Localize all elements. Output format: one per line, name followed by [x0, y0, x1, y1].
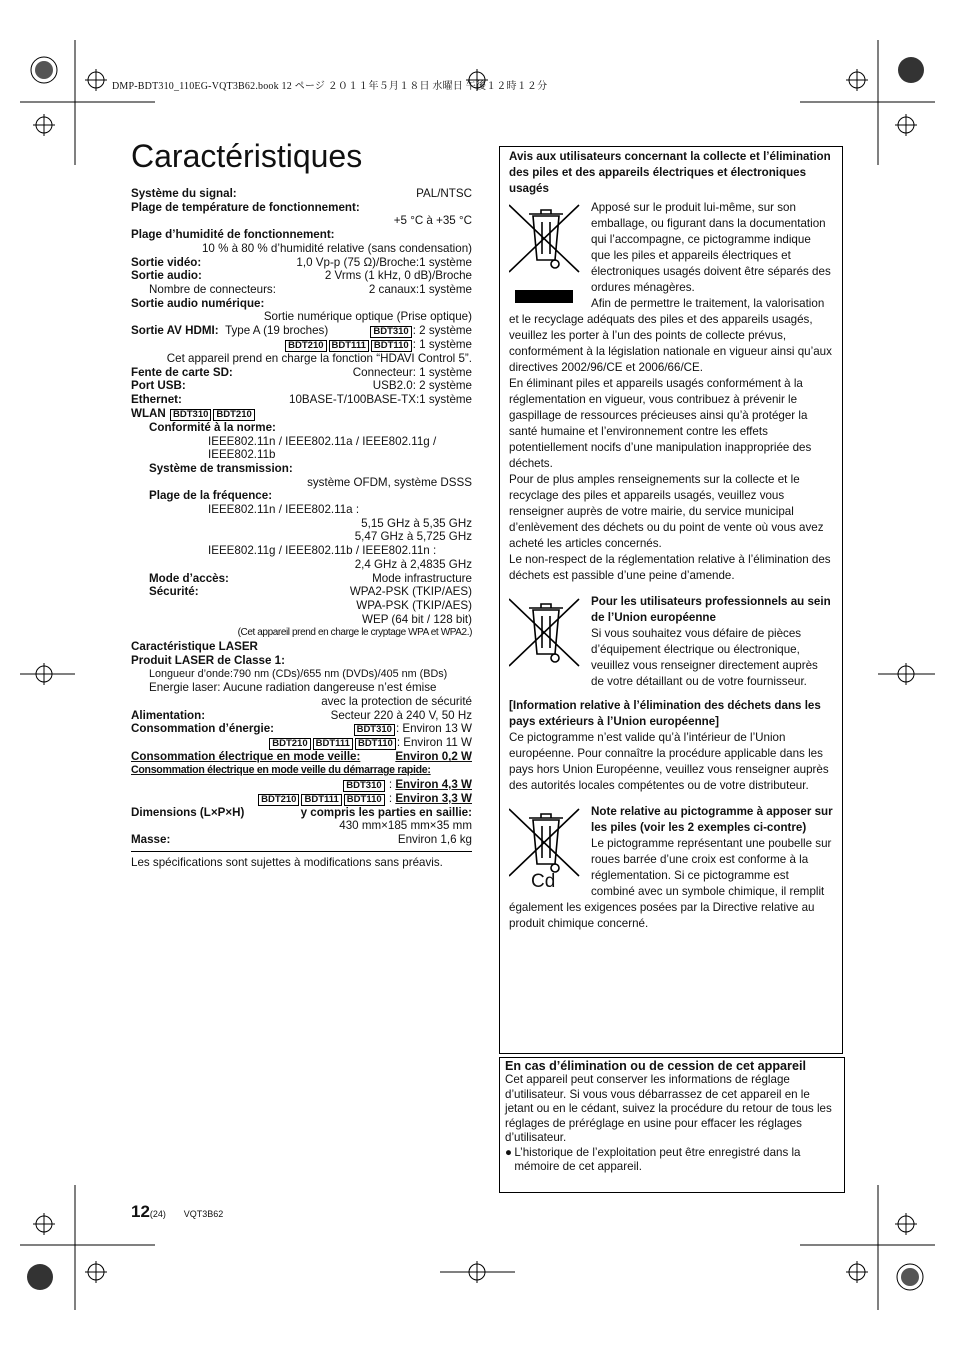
notice-subheading: Pour les utilisateurs professionnels au sein de l’Union européenne: [591, 595, 831, 624]
spec-label: Plage de la fréquence:: [149, 489, 273, 503]
spec-value: Sortie numérique optique (Prise optique): [263, 310, 472, 324]
battery-bin-icon-group: [509, 804, 591, 900]
model-tag: BDT111: [301, 794, 341, 806]
spec-value: Energie laser: Aucune radiation dangereuse n’est émise: [149, 681, 437, 695]
spec-label: Ethernet:: [131, 393, 182, 407]
spec-value: : Environ 13 W: [395, 722, 472, 736]
spec-label: Caractéristique LASER: [131, 640, 258, 654]
spec-label: Masse:: [131, 833, 171, 847]
spec-value: 5,15 GHz à 5,35 GHz: [361, 516, 472, 530]
spec-value: Longueur d’onde:790 nm (CDs)/655 nm (DVDs)/405 nm (BDs): [149, 667, 448, 680]
spec-value: 1,0 Vp-p (75 Ω)/Broche:1 système: [296, 255, 472, 269]
chemical-symbol: Cd: [531, 871, 556, 892]
bullet-icon: ●: [505, 1145, 513, 1159]
model-tag: BDT310: [354, 724, 395, 736]
notice-paragraph: Apposé sur le produit lui-même, sur son emballage, ou figurant dans la documentation qui l’accompagne, ce pictogramme indique que les piles et appareils électriques et électroniques usagés doivent être séparés des ordures ménagères.: [591, 201, 831, 294]
doc-code: VQT3B62: [183, 1209, 224, 1219]
model-tag: BDT310: [170, 409, 211, 421]
spec-value: Type A (19 broches): [225, 324, 329, 338]
spec-value: 2 Vrms (1 kHz, 0 dB)/Broche: [324, 269, 472, 283]
spec-disclaimer: Les spécifications sont sujettes à modifications sans préavis.: [131, 851, 472, 870]
model-tag: BDT111: [313, 738, 353, 750]
spec-note: Cet appareil prend en charge la fonction “HDAVI Control 5”.: [166, 352, 472, 366]
spec-value: : Environ 11 W: [396, 736, 472, 750]
spec-label: Plage d’humidité de fonctionnement:: [131, 228, 335, 242]
page-sub: (24): [149, 1209, 166, 1219]
spec-value: IEEE802.11n / IEEE802.11a / IEEE802.11g / IEEE802.11b: [208, 434, 437, 462]
model-tag: BDT111: [329, 340, 369, 352]
notice-subheading: [Information relative à l’élimination des déchets dans les pays extérieurs à l’Union européenne]: [509, 699, 821, 728]
crossed-bin-icon: [509, 200, 591, 304]
spec-value: 10 % à 80 % d’humidité relative (sans condensation): [201, 241, 472, 255]
spec-value: PAL/NTSC: [416, 187, 472, 200]
spec-value: IEEE802.11g / IEEE802.11b / IEEE802.11n :: [208, 544, 437, 558]
spec-value: 430 mm×185 mm×35 mm: [339, 819, 472, 833]
page-title: Caractéristiques: [131, 138, 363, 174]
box-heading: En cas d’élimination ou de cession de cet appareil: [505, 1059, 806, 1073]
model-tag: BDT110: [344, 794, 385, 806]
spec-label: Système du signal:: [131, 187, 237, 200]
spec-value: Connecteur: 1 système: [352, 365, 472, 379]
spec-value: Environ 0,2 W: [395, 750, 472, 764]
spec-label: Sortie vidéo:: [131, 255, 202, 269]
spec-value: WPA2-PSK (TKIP/AES): [349, 585, 472, 599]
spec-label: Système de transmission:: [149, 461, 293, 475]
spec-label: Consommation d’énergie:: [131, 722, 275, 736]
spec-label: Produit LASER de Classe 1:: [131, 653, 285, 667]
specifications-list: Système du signal: PAL/NTSC Plage de température de fonctionnement: +5 °C à +35 °C Plage d’humidité de fonctionnement: 10 % à 80 % d’humidité relative (sans condensation) Sortie vidéo: 1,0 Vp-p (75 Ω)/Broche:1 système Sortie audio: 2 Vrms (1 kHz, 0 dB)/Broche Nombre de connecteurs: 2 canaux:1 système Sortie audio numérique: Sortie numérique optique (Prise optique) Sortie AV HDMI: Type A (19 broches) BDT310 : 2 système BDT210 BDT111 BDT110 : 1 système Cet appareil prend en charge la fonction “HDAVI Control 5”. Fente de carte SD: Connecteur: 1 système Port USB: USB2.0: 2 système Ethernet: 10BASE-T/100BASE-TX:1 système WLAN BDT310 BDT210 Conformité à la norme: IEEE802.11n / IEEE802.11a / IEEE802.11g / IEEE802.11b Système de transmission: système OFDM, système DSSS Plage de la fréquence: IEEE802.11n / IEEE802.11a : 5,15 GHz à 5,35 GHz 5,47 GHz à 5,725 GHz IEEE802.11g / IEEE802.11b / IEEE802.11n : 2,4 GHz à 2,4835 GHz Mode d’accès: Mode infrastructure Sécurité: WPA2-PSK (TKIP/AES) WPA-PSK (TKIP/AES) WEP (64 bit / 128 bit) (Cet appareil prend en charge le cryptage WPA et WPA2.) Caractéristique LASER Produit LASER de Classe 1: Longueur d’onde:790 nm (CDs)/655 nm (DVDs)/405 nm (BDs) Energie laser: Aucune radiation dangereuse n’est émise avec la protection de sécurité Alimentation: Secteur 220 à 240 V, 50 Hz Consommation d’énergie: BDT310 : Environ 13 W BDT210 BDT111 BDT110 : Environ 11 W Consommation électrique en mode veille: Environ 0,2 W Consommation électrique en mode veille du démarrage rapide: BDT310 : Environ 4,3 W BDT210 BDT111 BDT110 : Environ 3,3 W Dimensions (L×P×H) y compris les parties en saillie: 430 mm×185 mm×35 mm Masse: Environ 1,6 kg Les spécifications sont sujettes à modifications sans préavis.: [131, 187, 472, 869]
spec-value: 2 canaux:1 système: [368, 282, 472, 296]
spec-value: système OFDM, système DSSS: [307, 475, 472, 489]
spec-label: Fente de carte SD:: [131, 365, 233, 379]
model-tag: BDT310: [343, 780, 384, 792]
spec-value: WPA-PSK (TKIP/AES): [356, 598, 472, 612]
spec-label: Dimensions (L×P×H): [131, 805, 245, 819]
spec-value: Secteur 220 à 240 V, 50 Hz: [330, 708, 472, 722]
model-tag: BDT110: [371, 340, 412, 352]
spec-label: Mode d’accès:: [149, 571, 229, 585]
disposal-transfer-box: [499, 1057, 845, 1193]
notice-paragraph: Afin de permettre le traitement, la valorisation et le recyclage adéquats des piles et des appareils usagés, veuillez les porter à l’un des points de collecte prévus, conformément à la législation nationale en vigueur ainsi qu’aux directives 2002/96/CE et 2006/66/CE.: [509, 297, 832, 374]
model-tag: BDT210: [213, 409, 254, 421]
spec-label: Consommation électrique en mode veille du démarrage rapide:: [131, 764, 431, 777]
spec-value: : 1 système: [412, 338, 472, 352]
crossed-bin-icon: [509, 804, 591, 880]
model-tag: BDT310: [370, 326, 411, 338]
notice-heading: Avis aux utilisateurs concernant la collecte et l’élimination des piles et des appareils électriques et électroniques usagés: [509, 150, 831, 195]
spec-value: : 2 système: [412, 324, 472, 338]
box-paragraph: Cet appareil peut conserver les informations de réglage d’utilisateur. Si vous vous débarrassez de cet appareil en le jetant ou en le cédant, suivez la procédure du retour de tous les réglages de préréglage en usine pour effacer les réglages d’utilisateur.: [505, 1073, 832, 1144]
notice-paragraph: Le pictogramme représentant une poubelle sur roues barrée d’une croix est conforme à la réglementation. Si ce pictogramme est combiné avec un symbole chimique, il remplit également les exigences posées par la Directive relative au produit chimique concerné.: [509, 837, 832, 930]
notice-paragraph: Ce pictogramme n’est valide qu’à l’intérieur de l’Union européenne. Pour connaître la procédure applicable dans les pays hors Union Européenne, veuillez vous renseigner auprès des autorités locales compétentes ou de votre distributeur.: [509, 731, 829, 792]
page-footer: [131, 1202, 223, 1222]
spec-label: Consommation électrique en mode veille:: [131, 750, 361, 764]
spec-label: Alimentation:: [131, 708, 206, 722]
model-tag: BDT210: [269, 738, 310, 750]
spec-value: Environ 3,3 W: [395, 791, 472, 805]
spec-value: +5 °C à +35 °C: [393, 214, 472, 228]
spec-value: Environ 4,3 W: [395, 777, 472, 791]
model-tag: BDT110: [355, 738, 396, 750]
spec-label: WLAN: [131, 406, 166, 420]
disposal-notice-box: [499, 146, 843, 1054]
notice-paragraph: Si vous souhaitez vous défaire de pièces d’équipement électrique ou électronique, veuillez vous renseigner directement auprès de votre détaillant ou de votre fournisseur.: [591, 627, 818, 688]
box-bullet: L’historique de l’exploitation peut être enregistré dans la mémoire de cet appareil.: [514, 1145, 801, 1173]
spec-value: 5,47 GHz à 5,725 GHz: [354, 530, 472, 544]
model-tag: BDT210: [258, 794, 299, 806]
spec-label: Nombre de connecteurs:: [149, 282, 276, 296]
spec-label: y compris les parties en saillie:: [300, 805, 472, 819]
spec-value: Environ 1,6 kg: [397, 833, 472, 847]
model-tag: BDT210: [285, 340, 326, 352]
spec-label: Sortie AV HDMI:: [131, 324, 219, 338]
notice-subheading: Note relative au pictogramme à apposer sur les piles (voir les 2 exemples ci-contre): [591, 805, 833, 834]
spec-value: USB2.0: 2 système: [372, 379, 472, 393]
notice-paragraph: Le non-respect de la réglementation relative à l’élimination des déchets est passible d’une peine d’amende.: [509, 553, 831, 582]
spec-label: Port USB:: [131, 379, 186, 393]
spec-value: avec la protection de sécurité: [321, 694, 472, 708]
spec-label: Plage de température de fonctionnement:: [131, 200, 360, 214]
spec-value: 2,4 GHz à 2,4835 GHz: [354, 557, 472, 571]
notice-paragraph: Pour de plus amples renseignements sur la collecte et le recyclage des piles et appareils usagés, veuillez vous renseigner auprès de votre mairie, du service municipal d’enlèvement des déchets ou du point de vente où vous avez acheté les articles concernés.: [509, 473, 824, 550]
page-number: 12: [131, 1202, 150, 1221]
crossed-bin-icon: [509, 594, 591, 690]
spec-label: Conformité à la norme:: [149, 420, 276, 434]
spec-value: Mode infrastructure: [372, 571, 472, 585]
spec-label: Sortie audio:: [131, 269, 202, 283]
spec-label: Sécurité:: [149, 585, 199, 599]
spec-value: WEP (64 bit / 128 bit): [362, 612, 472, 626]
book-header-line: DMP-BDT310_110EG-VQT3B62.book 12 ページ ２０１１年５月１８日 水曜日 午後１２時１２分: [112, 81, 548, 92]
spec-value: IEEE802.11n / IEEE802.11a :: [208, 503, 360, 517]
notice-paragraph: En éliminant piles et appareils usagés conformément à la réglementation en vigueur, vous contribuez à prévenir le gaspillage de ressources précieuses ainsi qu’à protéger la santé humaine et l’environnement contre les effets potentiellement nocifs d’une manipulation inappropriée des déchets.: [509, 377, 812, 470]
spec-value: 10BASE-T/100BASE-TX:1 système: [289, 393, 472, 407]
spec-note: (Cet appareil prend en charge le cryptage WPA et WPA2.): [237, 627, 472, 639]
spec-label: Sortie audio numérique:: [131, 296, 265, 310]
